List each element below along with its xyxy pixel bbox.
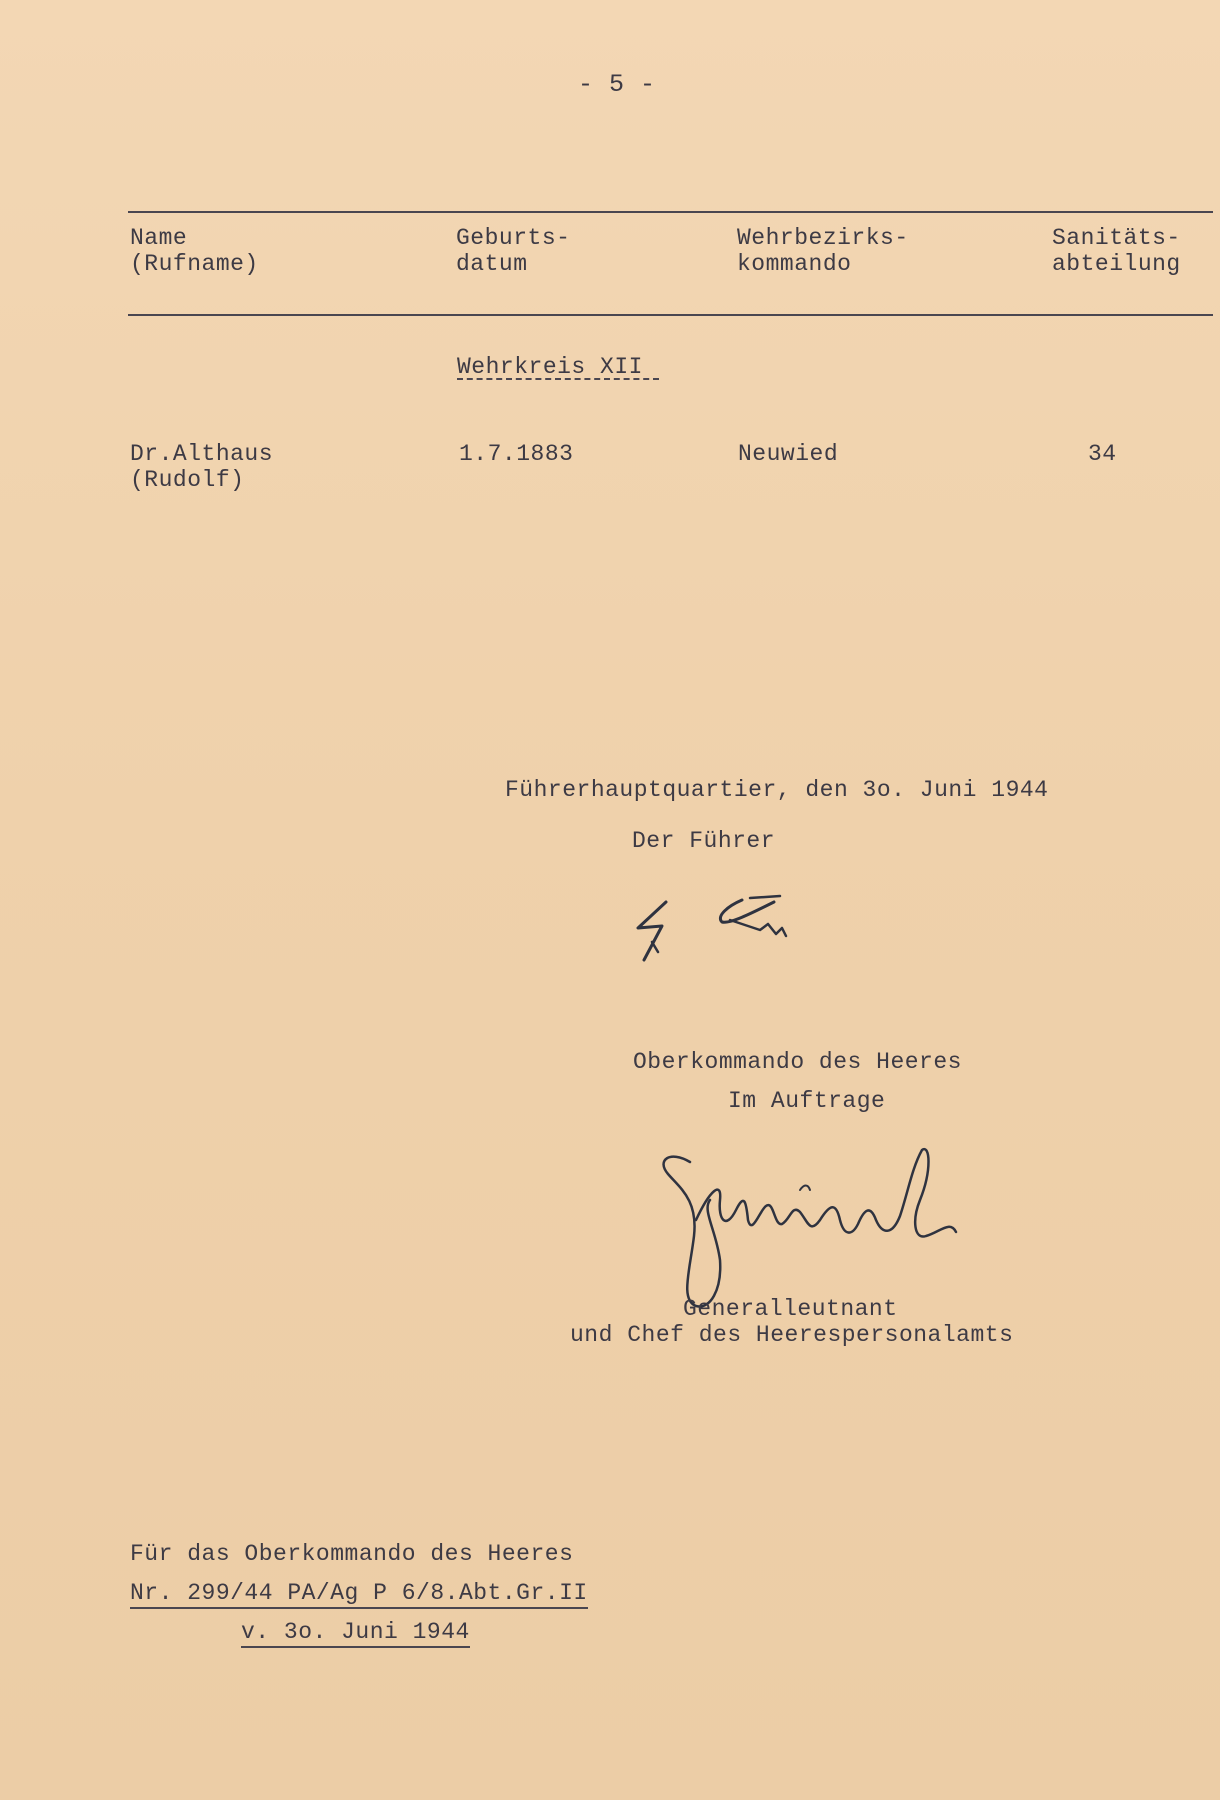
section-title-underline bbox=[457, 378, 659, 380]
page-number: - 5 - bbox=[578, 70, 656, 99]
footer-reference-number: Nr. 299/44 PA/Ag P 6/8.Abt.Gr.II bbox=[130, 1580, 588, 1609]
on-behalf: Im Auftrage bbox=[728, 1088, 886, 1114]
generalleutnant-signature bbox=[650, 1140, 1010, 1310]
signer-title: Der Führer bbox=[632, 828, 776, 854]
header-abteilung: abteilung bbox=[1052, 251, 1181, 277]
table-top-rule bbox=[128, 211, 1213, 213]
table-header-rule bbox=[128, 314, 1213, 316]
row-wehrbezirkskommando: Neuwied bbox=[738, 441, 839, 467]
row-rufname: (Rudolf) bbox=[130, 467, 245, 493]
row-sanitaetsabteilung: 34 bbox=[1088, 441, 1117, 467]
row-name: Dr.Althaus bbox=[130, 441, 274, 467]
footer-line1: Für das Oberkommando des Heeres bbox=[130, 1541, 574, 1567]
header-rufname: (Rufname) bbox=[130, 251, 259, 277]
header-sanitaets: Sanitäts- bbox=[1052, 225, 1181, 251]
header-datum: datum bbox=[456, 251, 528, 277]
header-name: Name bbox=[130, 225, 188, 251]
header-kommando: kommando bbox=[737, 251, 852, 277]
row-geburtsdatum: 1.7.1883 bbox=[459, 441, 574, 467]
office: und Chef des Heerespersonalamts bbox=[570, 1322, 1014, 1348]
header-geburts: Geburts- bbox=[456, 225, 571, 251]
rank: Generalleutnant bbox=[683, 1296, 898, 1322]
header-wehrbezirks: Wehrbezirks- bbox=[737, 225, 909, 251]
place-date: Führerhauptquartier, den 3o. Juni 1944 bbox=[505, 777, 1049, 803]
footer-date: v. 3o. Juni 1944 bbox=[241, 1619, 470, 1648]
section-title: Wehrkreis XII bbox=[457, 354, 643, 380]
authority: Oberkommando des Heeres bbox=[633, 1049, 962, 1075]
fuehrer-signature bbox=[630, 890, 840, 970]
